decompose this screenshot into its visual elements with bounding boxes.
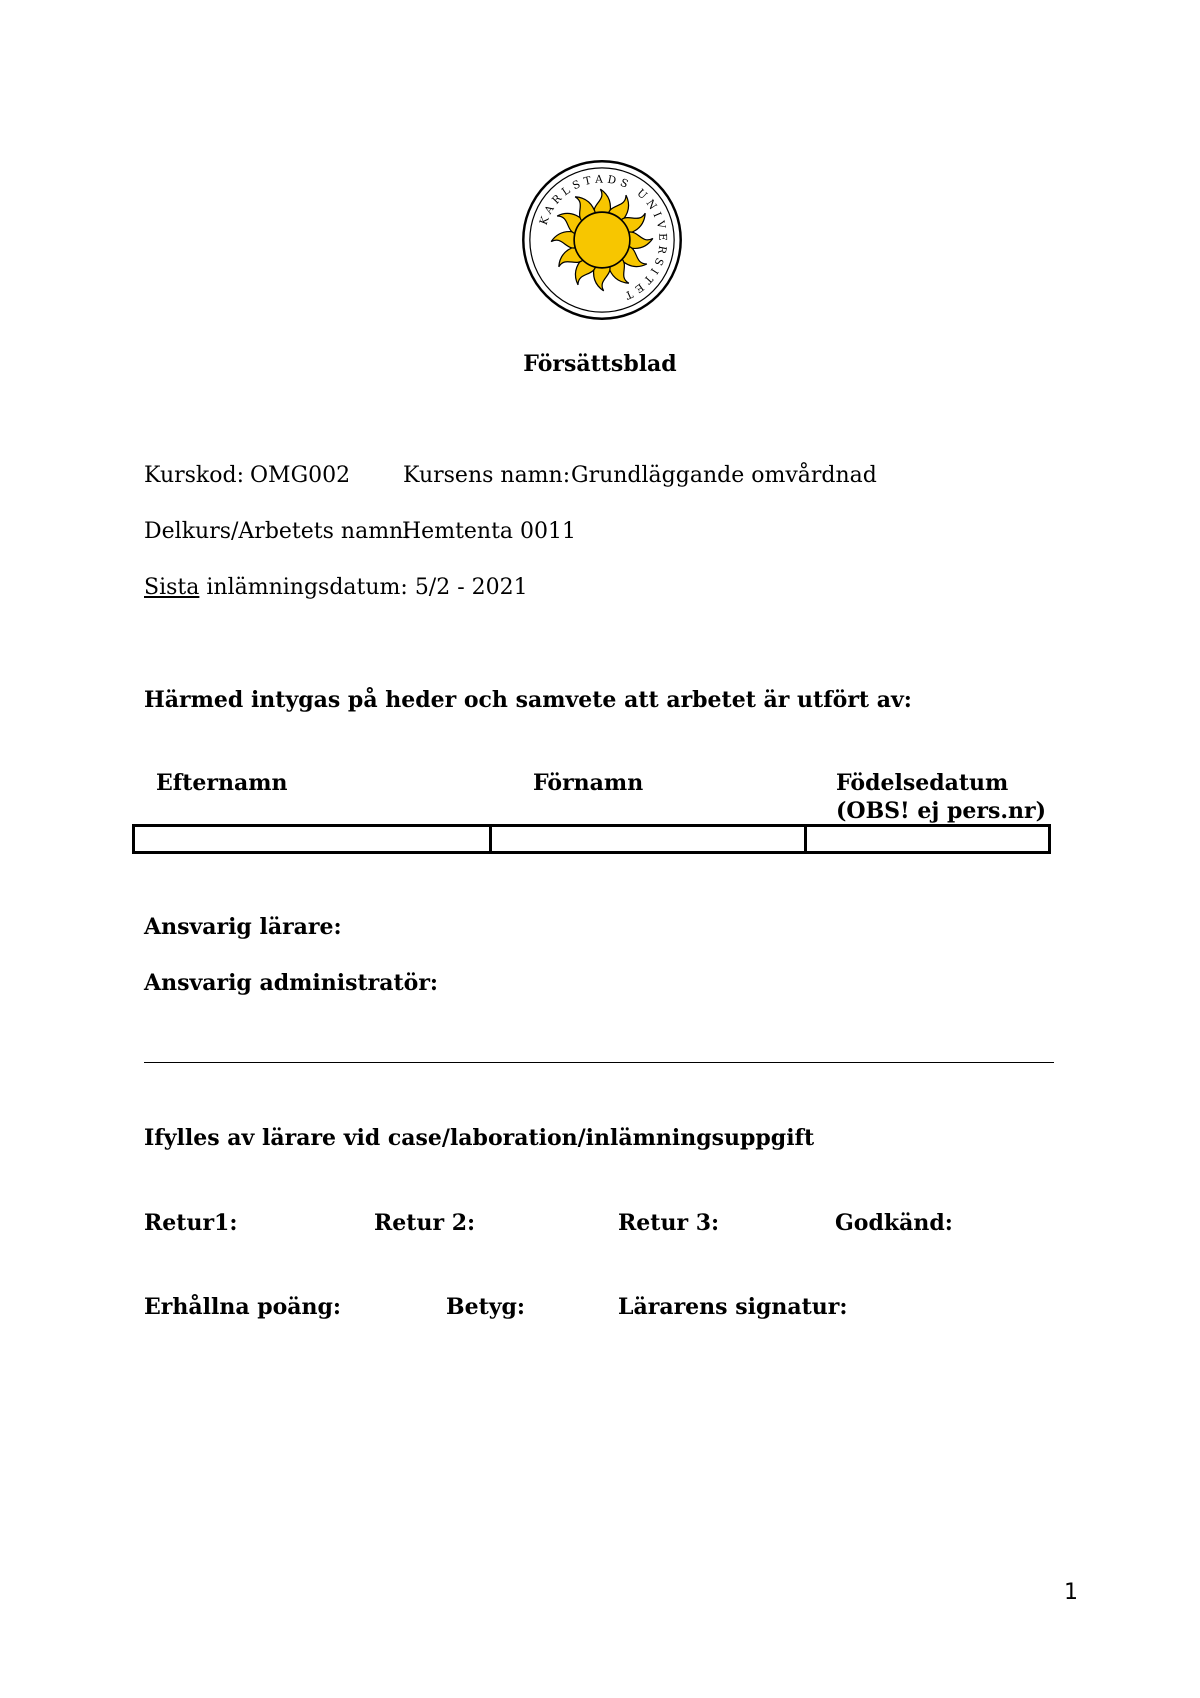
teacher-section-heading: Ifylles av lärare vid case/laboration/inlämningsuppgift bbox=[144, 1125, 815, 1151]
logo-ring-text: KARLSTADS UNIVERSITET bbox=[536, 172, 670, 304]
header-birthdate-note: (OBS! ej pers.nr) bbox=[836, 798, 1046, 824]
page-number: 1 bbox=[1064, 1580, 1078, 1605]
teacher-signature-label: Lärarens signatur: bbox=[618, 1294, 848, 1320]
firstname-cell[interactable] bbox=[491, 826, 806, 853]
header-firstname: Förnamn bbox=[533, 770, 644, 796]
approved-label: Godkänd: bbox=[835, 1210, 953, 1236]
section-divider bbox=[144, 1062, 1054, 1063]
course-name-label: Kursens namn: bbox=[403, 463, 571, 488]
responsible-admin-label: Ansvarig administratör: bbox=[144, 970, 439, 996]
return1-label: Retur1: bbox=[144, 1210, 238, 1236]
birthdate-cell[interactable] bbox=[806, 826, 1050, 853]
header-lastname: Efternamn bbox=[156, 770, 288, 796]
course-code-value: OMG002 bbox=[250, 463, 351, 488]
responsible-teacher-label: Ansvarig lärare: bbox=[144, 914, 342, 940]
points-label: Erhållna poäng: bbox=[144, 1294, 342, 1320]
certification-text: Härmed intygas på heder och samvete att arbetet är utfört av: bbox=[144, 687, 912, 713]
sun-disc-icon bbox=[574, 212, 630, 268]
course-name-value: Grundläggande omvårdnad bbox=[571, 463, 877, 488]
lastname-cell[interactable] bbox=[134, 826, 491, 853]
table-row bbox=[134, 826, 1050, 853]
work-name-label: Delkurs/Arbetets namn: bbox=[144, 519, 411, 544]
karlstad-university-logo bbox=[520, 158, 684, 322]
page-title: Försättsblad bbox=[523, 351, 677, 377]
student-info-table bbox=[132, 824, 1051, 854]
return2-label: Retur 2: bbox=[374, 1210, 476, 1236]
work-name-value: Hemtenta 0011 bbox=[402, 519, 577, 544]
return3-label: Retur 3: bbox=[618, 1210, 720, 1236]
header-birthdate: Födelsedatum bbox=[836, 770, 1009, 796]
deadline-label: inlämningsdatum: bbox=[206, 575, 408, 600]
course-code-label: Kurskod: bbox=[144, 463, 244, 488]
grade-label: Betyg: bbox=[446, 1294, 526, 1320]
deadline-value: 5/2 - 2021 bbox=[414, 575, 528, 600]
deadline-label-underlined: Sista bbox=[144, 575, 200, 600]
deadline-line bbox=[144, 575, 528, 601]
